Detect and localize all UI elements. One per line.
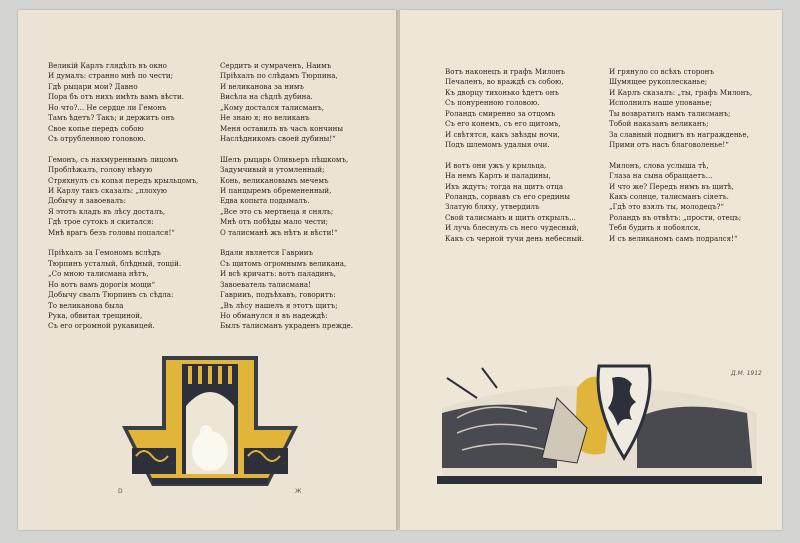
verse-line: Добычу я завоевалъ: <box>48 196 126 206</box>
verse-line: Но обманулся я въ надеждѣ: <box>220 310 328 320</box>
verse-line: Съ понуренною головою. <box>445 98 540 108</box>
verse-line: Сердитъ и сумраченъ, Наимъ <box>220 61 332 70</box>
verse-line: И свѣтятся, какъ звѣзды ночи, <box>445 129 560 139</box>
verse-line: Роландъ въ отвѣтъ: „прости, отецъ; <box>609 212 742 222</box>
verse-line: Гдѣ рыцари мои? Давно <box>48 81 138 91</box>
verse-line: Ихъ ждутъ; тогда на щитъ отца <box>445 181 564 191</box>
verse-line: Не знаю я; но великанъ <box>220 113 310 123</box>
verse-line: Роландъ, сорвавъ съ его средины <box>445 191 571 201</box>
verse-line: Добычу свалъ Тюрпинъ съ сѣдла: <box>48 290 174 300</box>
verse-line: Проблѣжалъ, голову нѣмую <box>48 165 153 175</box>
verse-line: Меня оставилъ въ часъ кончины <box>220 123 343 133</box>
verse-line: Съ его огромной рукавицей. <box>48 321 155 331</box>
verse-line: Какъ солнце, талисманъ сіяетъ. <box>609 191 729 201</box>
verse-line: Шелъ рыцарь Оливьеръ пѣшкомъ, <box>220 154 349 164</box>
verse-line: Съ щитомъ огромнымъ великана, <box>220 258 347 268</box>
verse-line: Но вотъ вамъ дорогія мощи“ <box>48 279 156 289</box>
verse-line: Наслѣдникомъ своей дубины!“ <box>220 134 336 144</box>
verse-line: Златую бляху, утвердилъ <box>445 202 540 212</box>
verse-line: Подъ шлемомъ удалыя очи. <box>445 140 550 150</box>
verse-line: Великій Карлъ глядѣлъ въ окно <box>48 61 167 70</box>
artist-signature: Д.М. 1912 <box>731 370 762 377</box>
verse-line: „Кому достался талисманъ, <box>220 102 324 112</box>
verse-line: Вдали является Гаврииъ <box>220 248 314 258</box>
verse-line: И лучь блеснулъ съ него чудесный, <box>445 223 579 233</box>
verse-line: Тамъ ѣдетъ? Такъ; и держитъ онъ <box>48 113 175 123</box>
verse-line: И грянуло со всѣхъ сторонъ <box>609 67 714 76</box>
verse-line: „Все это съ мертвеца я снялъ; <box>220 206 334 216</box>
verse-line: Свое копье передъ собою <box>48 123 144 133</box>
left-page-column-1 <box>48 61 198 332</box>
verse-line: О талисманѣ жъ нѣтъ и вѣсти!“ <box>220 227 338 237</box>
verse-line: То великанова была <box>48 300 124 310</box>
verse-line: Съ отрубленною головою. <box>48 134 146 144</box>
verse-line: Милонъ, слова услыша тѣ, <box>609 160 709 170</box>
verse-line: Я этотъ кладъ въ лѣсу досталъ, <box>48 206 166 216</box>
verse-line: Съ его конемъ, съ его щитомъ, <box>445 119 561 129</box>
verse-line: „Въ лѣсу нашелъ я этотъ щитъ; <box>220 300 338 310</box>
verse-line: „Гдѣ это взялъ ты, молодецъ?“ <box>609 202 725 212</box>
stanza-break <box>48 238 198 248</box>
verse-line: Ты возвратилъ намъ талисманъ; <box>609 108 731 118</box>
stanza-break <box>220 145 353 155</box>
verse-line: Стряхнулъ съ копья передъ крыльцомъ, <box>48 175 199 185</box>
right-page-column-1 <box>445 67 584 244</box>
verse-line: Но что?... Не сердце ли Гемонъ <box>48 102 167 112</box>
verse-line: „Со мною талисмана нѣтъ, <box>48 269 149 279</box>
verse-line: Свой талисманъ и щитъ открылъ... <box>445 212 576 222</box>
verse-line: Исполнилъ наше упованье; <box>609 98 712 108</box>
stanza-break <box>220 238 353 248</box>
verse-line: Гемонъ, съ нахмуреннымъ лицомъ <box>48 154 179 164</box>
verse-line: Шумящее рукоплесканье; <box>609 77 708 87</box>
verse-line: И всѣ кричатъ: вотъ паладинъ, <box>220 269 336 279</box>
verse-line: Рука, обвитая трещиной, <box>48 310 143 320</box>
verse-line: И панцыремъ обремененный, <box>220 185 332 195</box>
verse-line: И Карлу такъ сказалъ: „плохую <box>48 185 167 195</box>
verse-line: Конь, великановымъ мечемъ <box>220 175 329 185</box>
verse-line: За славный подвигъ въ награжденье, <box>609 129 749 139</box>
verse-line: Пріѣхалъ за Гемономъ вслѣдъ <box>48 248 161 258</box>
verse-line: И вотъ они ужъ у крыльца, <box>445 160 547 170</box>
verse-line: Какъ съ черной тучи день небесный. <box>445 233 584 243</box>
verse-line: Задумчивый и утомленный; <box>220 165 325 175</box>
verse-line: Мнѣ врагъ безъ головы попался!“ <box>48 227 175 237</box>
verse-line: И съ великаномъ самъ подрался!“ <box>609 233 738 243</box>
monogram-right: Ж <box>295 488 302 495</box>
verse-line: Къ дворцу тихонько ѣдетъ онъ <box>445 87 559 97</box>
verse-line: Глаза на сына обращаетъ... <box>609 171 713 181</box>
verse-line: Едва копыта подымалъ. <box>220 196 310 206</box>
verse-line: И великанова за нимъ <box>220 81 304 91</box>
castle-illustration <box>122 356 298 486</box>
monogram-left: D <box>118 488 123 495</box>
verse-line: Висѣла на сѣдлѣ дубина. <box>220 92 313 102</box>
verse-line: Роландъ смиренно за отцомъ <box>445 108 555 118</box>
knight-shield-illustration <box>437 358 762 486</box>
stanza-break <box>445 151 584 161</box>
verse-line: Тебя будить я побоялся, <box>609 223 701 233</box>
verse-line: И что же? Передъ нимъ въ щитѣ, <box>609 181 734 191</box>
verse-line: Тобой наказанъ великанъ; <box>609 119 709 129</box>
verse-line: И думалъ: странно мнѣ по чести; <box>48 71 173 81</box>
verse-line: Пріѣхалъ по слѣдамъ Тюрпина, <box>220 71 338 81</box>
verse-line: Тюрпинъ усталый, блѣдный, тощій. <box>48 258 182 268</box>
verse-line: Былъ талисманъ украденъ прежде. <box>220 321 353 331</box>
verse-line: Мнѣ отъ побѣды мало чести; <box>220 217 328 227</box>
verse-line: И Карлъ сказалъ: „ты, графъ Милонъ, <box>609 87 753 97</box>
stanza-break <box>609 151 752 161</box>
verse-line: Завоеватель талисмана! <box>220 279 311 289</box>
verse-line: Пора бъ отъ нихъ имѣть вамъ вѣсти. <box>48 92 184 102</box>
verse-line: На немъ Карлъ и паладины, <box>445 171 551 181</box>
verse-line: Гаврииъ, подъѣхавъ, говоритъ: <box>220 290 336 300</box>
verse-line: Прими отъ насъ благоволенье!“ <box>609 140 729 150</box>
right-page-column-2 <box>609 67 752 244</box>
verse-line: Вотъ наконецъ и графъ Милонъ <box>445 67 565 76</box>
verse-line: Печаленъ, во враждѣ съ собою, <box>445 77 564 87</box>
stanza-break <box>48 145 198 155</box>
verse-line: Гдѣ трое сутокъ я скитался: <box>48 217 154 227</box>
left-page-column-2 <box>220 61 353 332</box>
